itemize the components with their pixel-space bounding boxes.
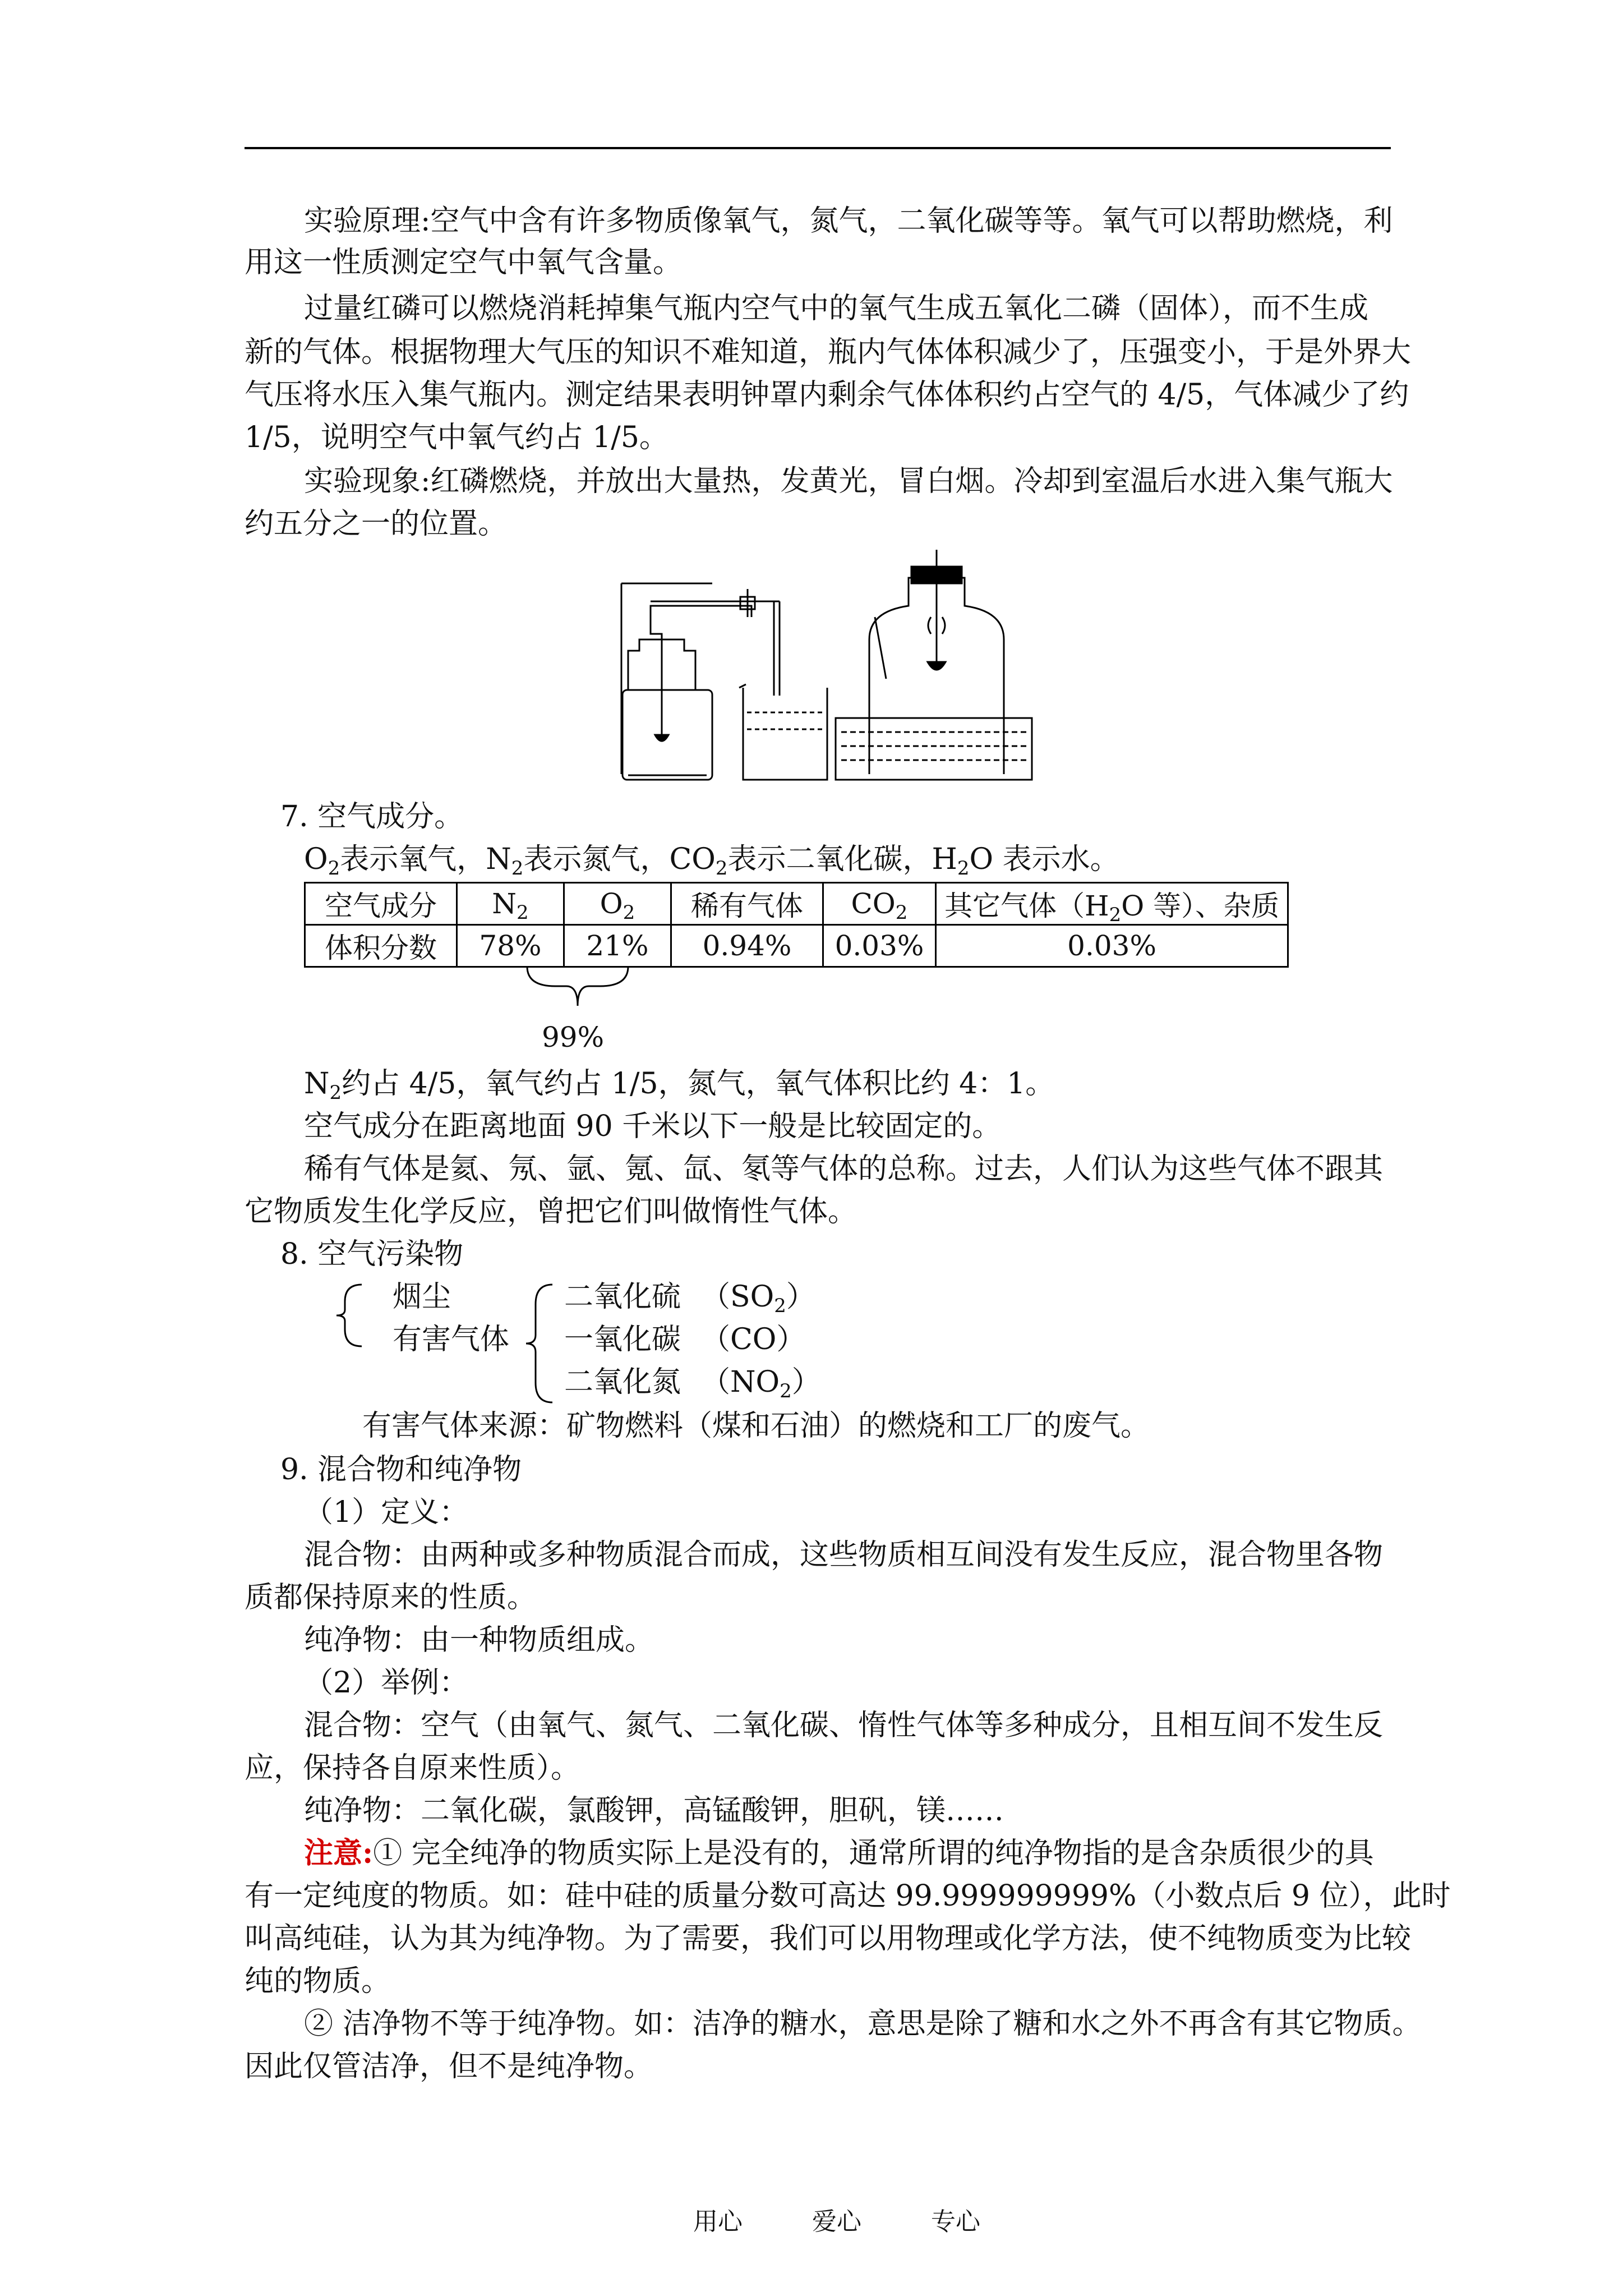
table-cell: $CO_2$ (823, 883, 936, 925)
section-9-title: 9. 混合物和纯净物 (280, 1453, 522, 1487)
note-label: 注意: (304, 1836, 374, 1870)
table-row (305, 925, 1288, 967)
note2-line2: 因此仅管洁净，但不是纯净物。 (245, 2050, 653, 2083)
sum-brace (522, 964, 634, 1014)
section-7-title: 7. 空气成分。 (280, 800, 464, 834)
section-9-definition-heading: （1）定义： (304, 1496, 469, 1529)
section-7-para3-line2: 它物质发生化学反应，曾把它们叫做惰性气体。 (245, 1195, 857, 1228)
page-footer (693, 2201, 1042, 2237)
para-principle-line2: 用这一性质测定空气中氧气含量。 (245, 246, 683, 279)
para-phosphorus-line1: 过量红磷可以燃烧消耗掉集气瓶内空气中的氧气生成五氧化二磷（固体），而不生成 (304, 292, 1369, 325)
para-phenomenon-line2: 约五分之一的位置。 (245, 507, 508, 541)
mixture-definition-line2: 质都保持原来的性质。 (245, 1581, 537, 1614)
pure-example: 纯净物：二氧化碳，氯酸钾，高锰酸钾，胆矾，镁…… (304, 1794, 1004, 1828)
pollutant-brace-left (331, 1279, 365, 1352)
sum-label: 99% (542, 1021, 605, 1053)
gas-no2-formula: $(NO_2)$ (701, 1365, 821, 1402)
section-7-para2: 空气成分在距离地面 90 千米以下一般是比较固定的。 (304, 1110, 1002, 1143)
pollutant-source: 有害气体来源：矿物燃料（煤和石油）的燃烧和工厂的废气。 (362, 1409, 1150, 1443)
section-8-title: 8. 空气污染物 (280, 1237, 464, 1271)
table-cell: 0.03% (823, 925, 936, 967)
air-composition-table (304, 882, 1289, 968)
mixture-example-line2: 应，保持各自原来性质）。 (245, 1751, 580, 1785)
oxygen-experiment-apparatus-figure (606, 550, 1043, 797)
mixture-example-line1: 混合物：空气（由氧气、氮气、二氧化碳、惰性气体等多种成分，且相互间不发生反 (304, 1709, 1384, 1742)
table-cell: 空气成分 (305, 883, 457, 925)
gas-no2-name: 二氧化氮 (564, 1365, 681, 1399)
gas-co-formula: （CO） (701, 1323, 806, 1356)
table-cell: 0.03% (936, 925, 1288, 967)
gas-so2-formula: $(SO_2)$ (701, 1280, 815, 1317)
gas-co-name: 一氧化碳 (564, 1323, 681, 1356)
table-cell: 稀有气体 (671, 883, 823, 925)
note-line3: 叫高纯硅，认为其为纯净物。为了需要，我们可以用物理或化学方法，使不纯物质变为比较 (245, 1922, 1412, 1955)
pollutant-harmful-gas: 有害气体 (393, 1323, 510, 1356)
pure-definition: 纯净物：由一种物质组成。 (304, 1623, 654, 1657)
para-principle-line1: 实验原理:空气中含有许多物质像氧气，氮气，二氧化碳等等。氧气可以帮助燃烧，利 (304, 204, 1393, 238)
section-7-para3-line1: 稀有气体是氦、氖、氩、氪、氙、氡等气体的总称。过去，人们认为这些气体不跟其 (304, 1152, 1384, 1186)
pollutant-dust: 烟尘 (393, 1280, 451, 1314)
note-line1: 注意:① 完全纯净的物质实际上是没有的，通常所谓的纯净物指的是含杂质很少的具 (304, 1836, 1374, 1870)
note-line4: 纯的物质。 (245, 1964, 391, 1998)
section-9-example-heading: （2）举例： (304, 1666, 469, 1700)
table-cell: 体积分数 (305, 925, 457, 967)
gas-so2-name: 二氧化硫 (564, 1280, 681, 1314)
pollutant-brace-right (522, 1279, 555, 1408)
table-cell: 78% (457, 925, 564, 967)
note2-line1: ② 洁净物不等于纯净物。如：洁净的糖水，意思是除了糖和水之外不再含有其它物质。 (304, 2007, 1422, 2041)
para-phosphorus-line4: 1/5，说明空气中氧气约占 1/5。 (245, 421, 668, 454)
table-cell: 其它气体（$H_2O$ 等）、杂质 (936, 883, 1288, 925)
n2-ratio-line: $N_2$约占 4/5，氧气约占 1/5，氮气，氧气体积比约 4：1。 (304, 1067, 1055, 1104)
para-phenomenon-line1: 实验现象:红磷燃烧，并放出大量热，发黄光，冒白烟。冷却到室温后水进入集气瓶大 (304, 464, 1393, 498)
table-header-row (305, 883, 1288, 925)
footer-item: 专心 (931, 2207, 980, 2236)
mixture-definition-line1: 混合物：由两种或多种物质混合而成，这些物质相互间没有发生反应，混合物里各物 (304, 1538, 1384, 1572)
para-phosphorus-line3: 气压将水压入集气瓶内。测定结果表明钟罩内剩余气体体积约占空气的 4/5，气体减少了约 (245, 378, 1409, 412)
note-line2: 有一定纯度的物质。如：硅中硅的质量分数可高达 99.999999999%（小数点后 9 位），此时 (245, 1879, 1451, 1913)
para-phosphorus-line2: 新的气体。根据物理大气压的知识不难知道，瓶内气体体积减少了，压强变小，于是外界大 (245, 335, 1412, 369)
section-7-formula-legend: $O_2$表示氧气，$N_2$表示氮气，$CO_2$表示二氧化碳，$H_2O$ 表示水。 (304, 843, 1119, 880)
table-cell: $N_2$ (457, 883, 564, 925)
table-cell: $O_2$ (564, 883, 671, 925)
table-cell: 21% (564, 925, 671, 967)
footer-item: 用心 (693, 2207, 743, 2236)
footer-item: 爱心 (812, 2207, 861, 2236)
header-rule (245, 147, 1391, 149)
table-cell: 0.94% (671, 925, 823, 967)
